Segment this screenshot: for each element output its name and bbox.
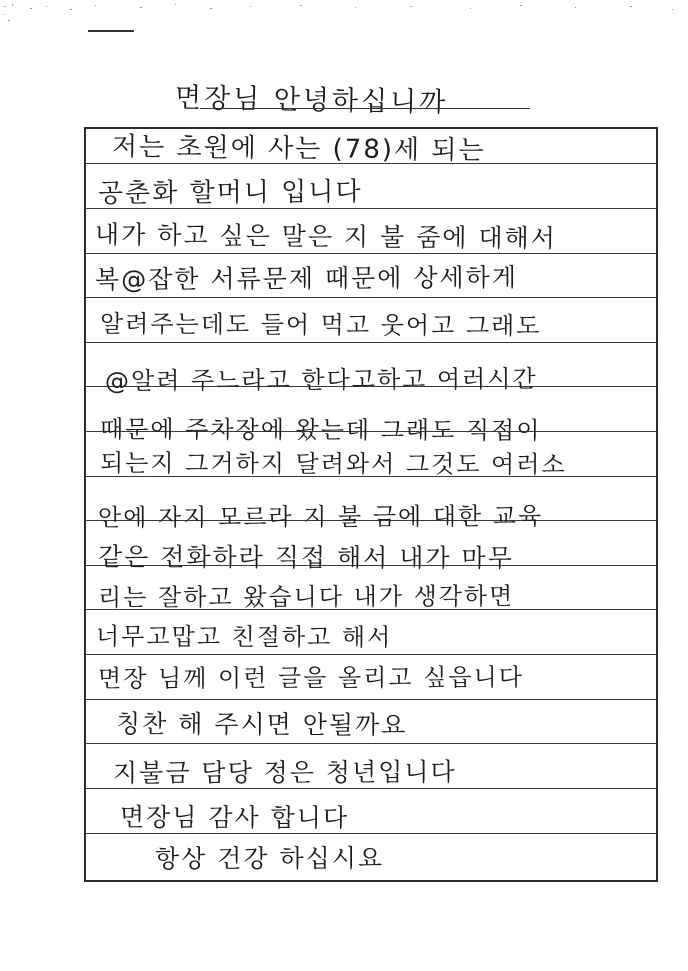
ruled-line: [84, 253, 658, 254]
ruled-line: [84, 833, 658, 834]
letter-line: 칭찬 해 주시면 안될까요: [115, 709, 408, 740]
ruled-line: [84, 297, 658, 298]
letter-line: 저는 초원에 사는 (78)세 되는: [111, 132, 486, 166]
ruled-line: [84, 743, 658, 744]
letter-line: 면장님 감사 합니다: [119, 802, 350, 833]
letter-line: 리는 잘하고 왔습니다 내가 생각하면: [97, 582, 515, 612]
ruled-line: [84, 654, 658, 655]
letter-line: 항상 건강 하십시요: [154, 843, 385, 874]
letter-line: 복@잡한 서류문제 때문에 상세하게: [94, 262, 519, 295]
letter-line: 알려주는데도 들어 먹고 웃어고 그래도: [99, 309, 542, 341]
letter-line: @알려 주느라고 한다고하고 여러시간: [104, 364, 538, 396]
ruled-line: [84, 788, 658, 789]
top-margin-mark: [88, 30, 134, 32]
letter-line: 안에 자지 모르라 지 불 금에 대한 교육: [97, 502, 544, 532]
letter-line: 지불금 담당 정은 청년입니다: [112, 757, 457, 788]
ruled-line: [84, 699, 658, 700]
letter-line: 때문에 주차장에 왔는데 그래도 직접이: [99, 415, 542, 445]
ruled-line: [84, 342, 658, 343]
letter-line: 공춘화 할머니 입니다: [97, 177, 363, 209]
letter-greeting-title: 면장님 안녕하십니까: [174, 82, 449, 119]
letter-line: 면장 님께 이런 글을 올리고 싶읍니다: [97, 663, 524, 693]
scan-speckle-noise: [0, 0, 688, 40]
letter-line: 되는지 그거하지 달려와서 그것도 여러소: [99, 449, 567, 479]
title-underline: [200, 108, 530, 109]
letter-line: 너무고맙고 친절하고 해서: [95, 622, 393, 652]
letter-line: 같은 전화하라 직접 해서 내가 마무: [97, 542, 514, 573]
letter-line: 내가 하고 싶은 말은 지 불 줌에 대해서: [94, 219, 558, 254]
